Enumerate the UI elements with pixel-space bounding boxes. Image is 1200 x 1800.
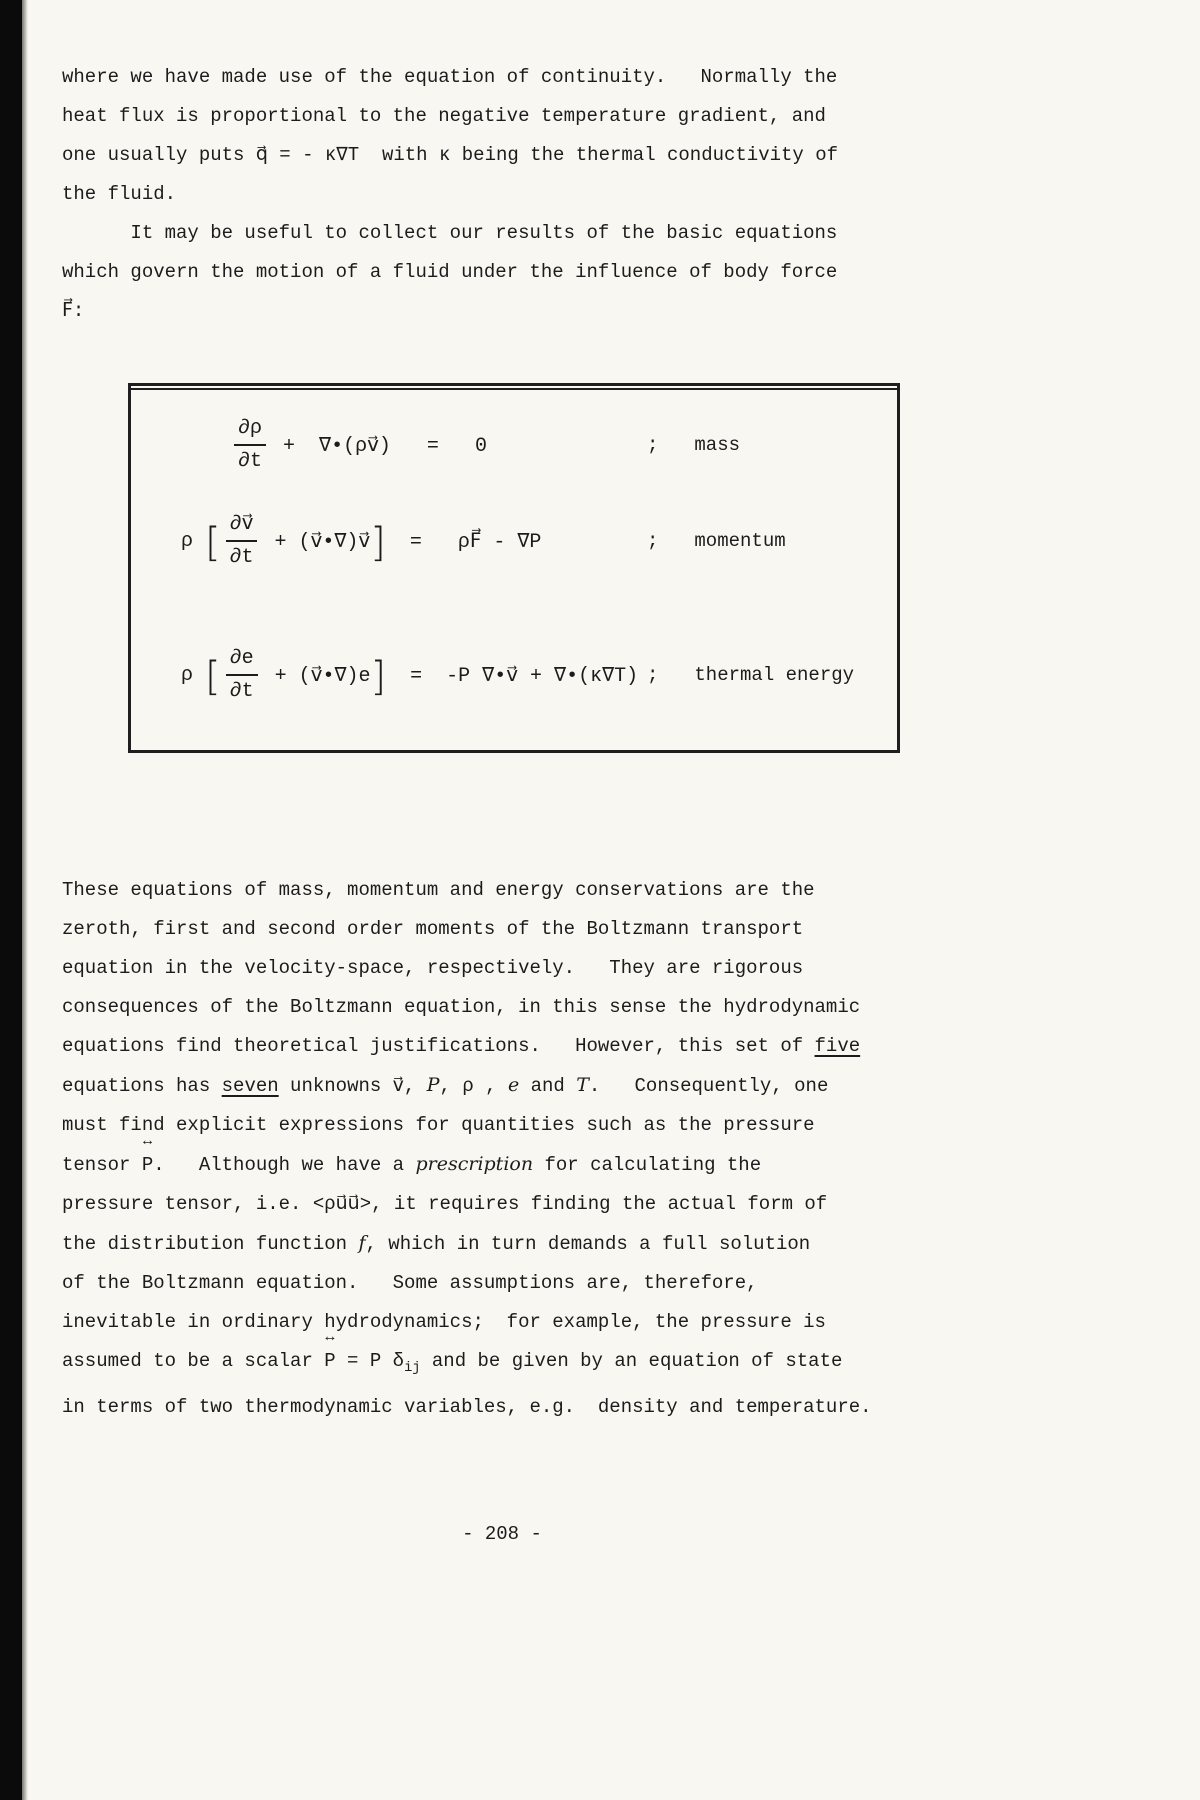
paragraph-collect-results: It may be useful to collect our results of the basic equations which govern the motion of a fluid under the influence of body force F⃗:: [62, 222, 838, 322]
scan-edge-shadow: [22, 0, 28, 1800]
equation-box: [128, 383, 900, 753]
equation-label: thermal energy: [694, 664, 855, 686]
page-number: - 208 -: [462, 1522, 542, 1545]
equation-rhs: + ∇•(ρv⃗) = 0: [271, 435, 487, 458]
paragraph-continuity: where we have made use of the equation of continuity. Normally the heat flux is proportional to the negative temperature gradient, and one usually puts q⃗ = - κ∇T with κ being the thermal conductivity of the fluid.: [62, 66, 839, 205]
fraction: [234, 416, 266, 474]
fraction: [226, 646, 258, 704]
fraction: [226, 512, 258, 570]
equation-momentum-math: ρ [ $\frac{\partial v⃗}{\partial t}$ + (v⃗•∇)v⃗ ] = ρF⃗ - ∇P: [181, 513, 542, 569]
equation-inside: + (v⃗•∇)e: [262, 665, 371, 688]
fraction-numerator: ∂ρ: [234, 416, 266, 446]
equation-rhs: = -P ∇•v⃗ + ∇•(κ∇T): [386, 665, 639, 688]
equation-inside: + (v⃗•∇)v⃗: [262, 531, 371, 554]
equation-separator: ;: [647, 664, 659, 686]
equation-thermal-energy: [131, 646, 897, 704]
fraction-denominator: ∂t: [238, 450, 263, 473]
equation-rhs: = ρF⃗ - ∇P: [385, 531, 542, 554]
equation-momentum: [131, 512, 897, 570]
fraction-numerator: ∂v⃗: [226, 512, 258, 542]
fraction-numerator: ∂e: [226, 646, 258, 676]
equation-separator: ;: [647, 434, 659, 456]
equation-separator: ;: [647, 530, 659, 552]
equation-lead: ρ: [181, 663, 206, 687]
equation-mass: [131, 416, 897, 474]
equation-mass-math: [181, 416, 647, 474]
equation-lead: ρ: [181, 529, 206, 553]
equation-label: mass: [694, 434, 741, 456]
equation-label-group: [647, 530, 786, 552]
scan-edge-artifact: [0, 0, 22, 1800]
page-content: [62, 58, 992, 1545]
fraction-denominator: ∂t: [229, 680, 254, 703]
fraction-denominator: ∂t: [229, 546, 254, 569]
equation-lead: [181, 434, 229, 457]
equation-thermal-energy-math: ρ [ $\frac{\partial e}{\partial t}$ + (v⃗•∇)e ] = -P ∇•v⃗ + ∇•(κ∇T): [181, 647, 639, 703]
equation-label-group: [647, 664, 854, 686]
equation-label: momentum: [694, 530, 786, 552]
equation-label-group: [647, 434, 740, 456]
paragraph-discussion: These equations of mass, momentum and energy conservations are the zeroth, first and second order moments of the Boltzmann transport equation in the velocity-space, respectively. They are rigorous consequences of the Boltzmann equation, in this sense the hydrodynamic equations find theoretical justifications. However, this set of five equations has seven unknowns v⃗, P, ρ , e and T. Consequently, one must find explicit expressions for quantities such as the pressure tensor ↔ P. Although we have a prescription for calculating the pressure tensor, i.e. <ρu⃗u⃗>, it requires finding the actual form of the distribution function f, which in turn demands a full solution of the Boltzmann equation. Some assumptions are, therefore, inevitable in ordinary hydrodynamics; for example, the pressure is assumed to be a scalar ↔ P = P $\delta_{ij}$ and be given by an equation of state in terms of two thermodynamic variables, e.g. density and temperature.: [62, 879, 872, 1418]
